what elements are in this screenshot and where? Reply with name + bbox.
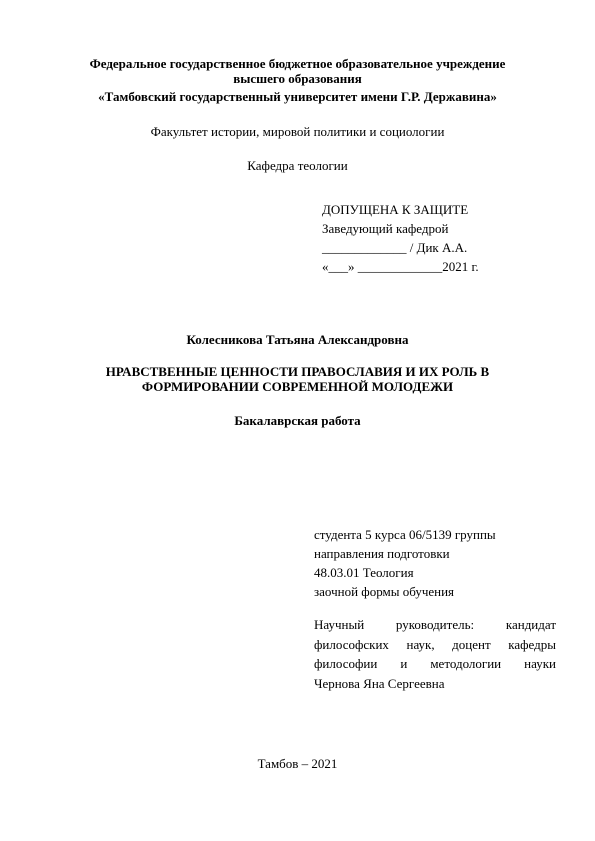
institution-line-1: Федеральное государственное бюджетное образовательное учреждение bbox=[89, 56, 506, 71]
student-direction-label: направления подготовки bbox=[314, 546, 450, 561]
work-type: Бакалаврская работа bbox=[234, 413, 361, 428]
supervisor-name: Чернова Яна Сергеевна bbox=[314, 675, 445, 691]
supervisor-block bbox=[314, 615, 556, 693]
thesis-title-line-2: ФОРМИРОВАНИИ СОВРЕМЕННОЙ МОЛОДЕЖИ bbox=[141, 379, 454, 394]
admission-title: ДОПУЩЕНА К ЗАЩИТЕ bbox=[322, 202, 469, 217]
city-year: Тамбов – 2021 bbox=[257, 756, 338, 771]
department-name: Кафедра теологии bbox=[247, 158, 348, 173]
admission-date: «___» _____________2021 г. bbox=[322, 259, 479, 274]
student-course-group: студента 5 курса 06/5139 группы bbox=[314, 527, 496, 542]
supervisor-line-1: Научный руководитель: кандидат bbox=[314, 617, 556, 632]
student-info-block bbox=[314, 525, 496, 601]
admission-role: Заведующий кафедрой bbox=[322, 221, 449, 236]
admission-signature: _____________ / Дик А.А. bbox=[322, 240, 468, 255]
university-name: «Тамбовский государственный университет имени Г.Р. Державина» bbox=[98, 89, 497, 104]
author-name: Колесникова Татьяна Александровна bbox=[186, 332, 409, 347]
student-study-form: заочной формы обучения bbox=[314, 584, 455, 599]
supervisor-line-2: философских наук, доцент кафедры bbox=[314, 636, 556, 652]
faculty-name: Факультет истории, мировой политики и социологии bbox=[150, 124, 445, 139]
admission-block bbox=[322, 200, 479, 276]
institution-line-2: высшего образования bbox=[233, 71, 362, 86]
supervisor-line-3: философии и методологии науки bbox=[314, 656, 556, 671]
student-direction-code: 48.03.01 Теология bbox=[314, 565, 414, 580]
thesis-title-line-1: НРАВСТВЕННЫЕ ЦЕННОСТИ ПРАВОСЛАВИЯ И ИХ РОЛЬ В bbox=[105, 364, 490, 379]
